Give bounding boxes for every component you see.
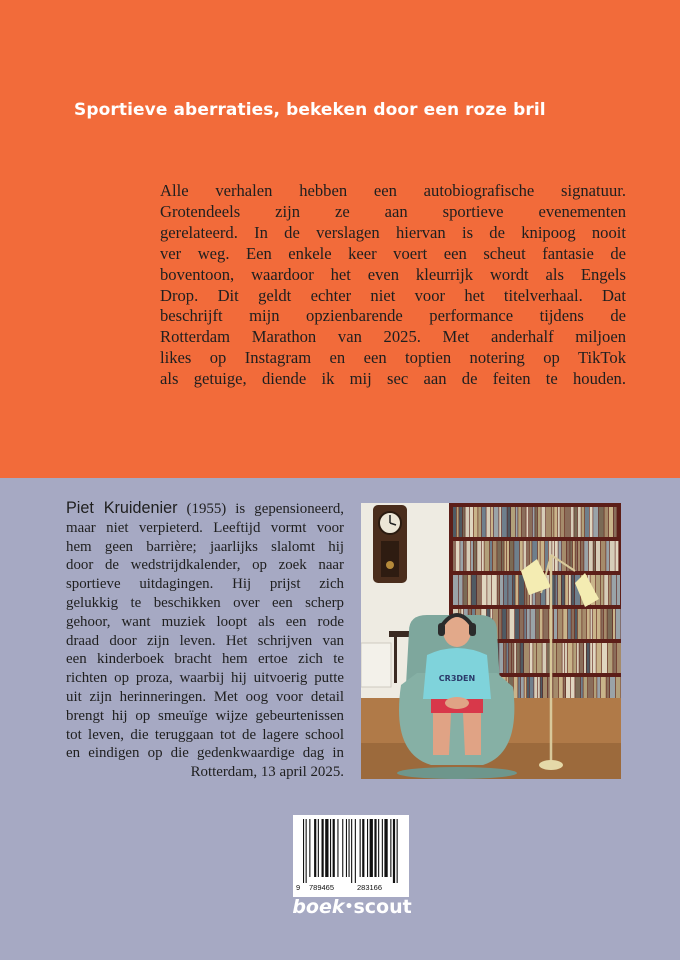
top-panel: [0, 0, 680, 478]
publisher-logo-part: scout: [353, 896, 412, 918]
bio-line: brengt hij op smeuïge wijze gebeurtenissen: [66, 707, 344, 724]
blurb-line: Alle verhalen hebben een autobiografische signatuur.: [160, 181, 626, 200]
bio-line: [66, 499, 344, 519]
publisher-logo: [292, 896, 412, 922]
blurb-line: ver weg. Een enkele keer voert een scheut fantasie de: [160, 243, 626, 263]
blurb-line: beschrijft mijn opzienbarende performance tijdens de: [160, 306, 626, 326]
bio-line: gehoor, want muziek loopt als een rode: [66, 613, 344, 630]
bio-line: door de wedstrijdkalender, op zoek naar: [66, 557, 344, 574]
bio-line: Rotterdam, 13 april 2025.: [190, 764, 344, 781]
publisher-logo-separator: •: [344, 899, 354, 915]
bio-line: gelukkig te beschikken over een scherp: [66, 594, 344, 611]
bio-line: uit zijn herinneringen. Met oog voor detail: [66, 688, 344, 705]
blurb-line: gerelateerd. In de verslagen hiervan is de knipoog nooit: [160, 222, 626, 242]
barcode-bars: [293, 815, 409, 883]
blurb-line: likes op Instagram en een toptien notering op TikTok: [160, 348, 626, 368]
publisher-logo-part: boek: [292, 896, 345, 918]
bio-line: draad door zijn leven. Het schrijven van: [66, 632, 344, 649]
shirt-print: CR3DEN: [438, 674, 476, 683]
bio-line: tot leven, die teruggaan tot de lagere school: [66, 726, 344, 743]
barcode-digit-prefix: 9: [296, 883, 301, 892]
author-bio: [66, 499, 344, 782]
bio-line: een kinderboek bracht hem ertoe zich te: [66, 651, 344, 668]
bio-line: maar niet verpieterd. Leeftijd vormt voor: [66, 519, 344, 536]
bio-line: richten op proza, waarbij hij uitvoerig putte: [66, 670, 344, 687]
clock-icon: [373, 505, 407, 583]
blurb-line: Drop. Dit geldt echter niet voor het titelverhaal. Dat: [160, 285, 626, 305]
tagline: Sportieve aberraties, bekeken door een roze bril: [74, 100, 546, 120]
blurb-line: als getuige, diende ik mij sec aan de feiten te houden.: [160, 369, 626, 389]
barcode-digit-group: 789465: [309, 883, 335, 892]
blurb-text: [160, 181, 626, 390]
author-photo: [361, 503, 621, 779]
author-name: Piet Kruidenier: [66, 499, 178, 517]
bio-line: sportieve uitdagingen. Hij prijst zich: [66, 576, 344, 593]
bio-line: en eindigen op die gedenkwaardige dag in: [66, 745, 344, 762]
barcode: [293, 815, 409, 897]
blurb-line: Rotterdam Marathon van 2025. Met anderhalf miljoen: [160, 327, 626, 347]
barcode-number: [293, 883, 409, 895]
blurb-line: boventoon, waardoor het even kleurrijk wordt als Engels: [160, 264, 626, 284]
bio-first-line-rest: (1955) is gepensioneerd,: [177, 501, 344, 517]
blurb-line: Grotendeels zijn ze aan sportieve evenementen: [160, 201, 626, 221]
bio-line: hem geen barrière; jaarlijks slalomt hij: [66, 538, 344, 555]
barcode-digit-group: 283166: [357, 883, 383, 892]
